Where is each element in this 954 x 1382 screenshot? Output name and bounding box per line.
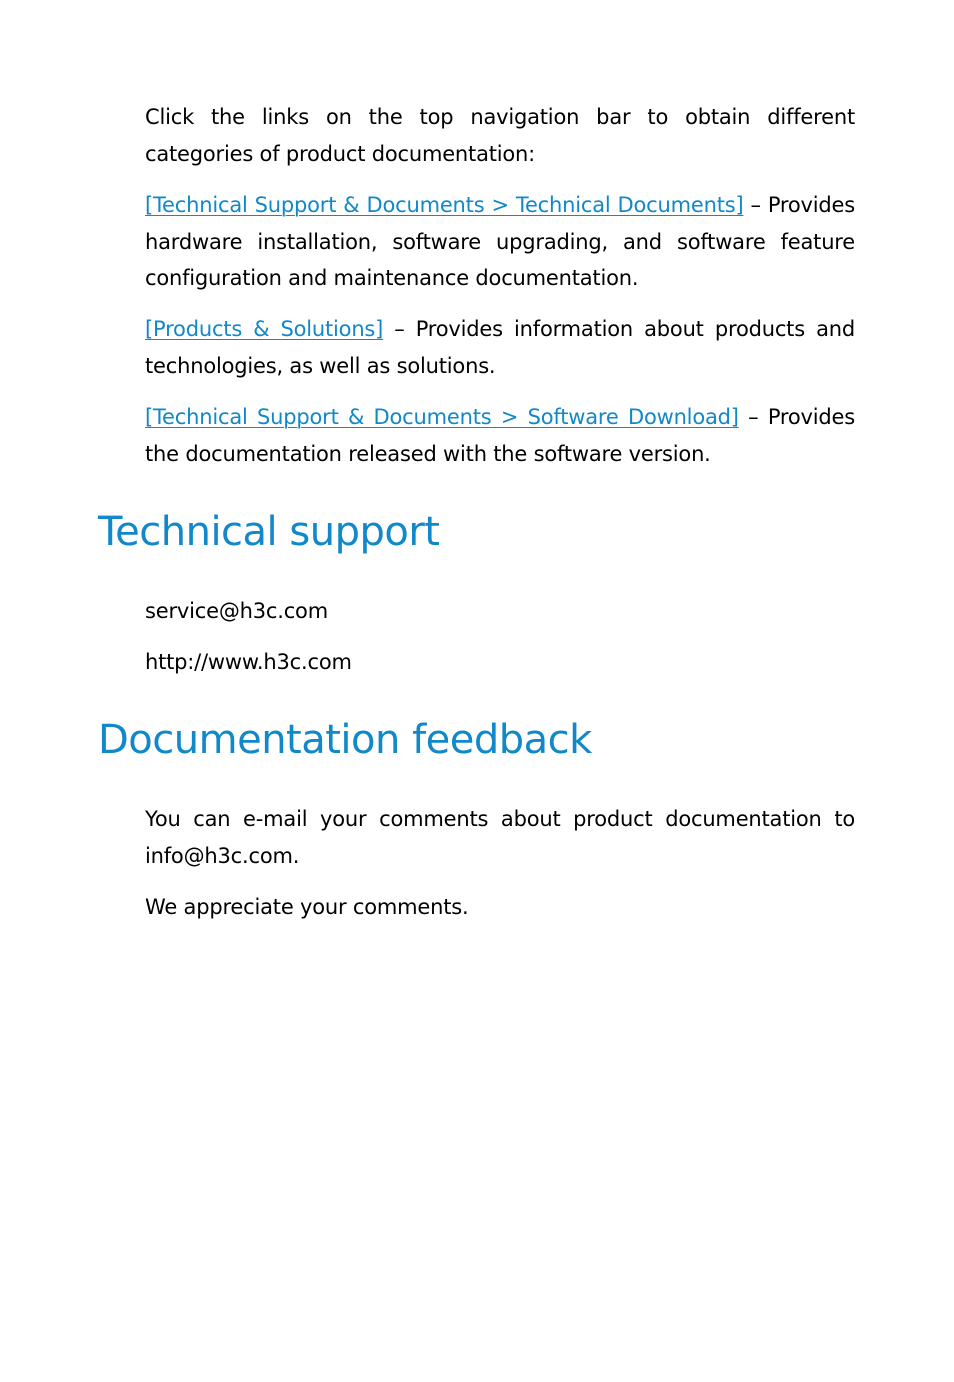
software-download-description: – Provides the documentation released with the software version. [145,405,855,466]
technical-documents-paragraph [145,187,855,297]
support-email: service@h3c.com [145,599,328,623]
feedback-comment-paragraph: You can e-mail your comments about product documentation to info@h3c.com. [145,807,855,868]
products-solutions-link[interactable]: [Products & Solutions] [145,317,384,341]
technical-documents-link[interactable]: [Technical Support & Documents > Technical Documents] [145,193,744,217]
documentation-feedback-heading: Documentation feedback [98,717,592,763]
products-solutions-paragraph [145,311,855,384]
technical-support-heading: Technical support [98,509,440,555]
intro-paragraph: Click the links on the top navigation bar to obtain different categories of product documentation: [145,105,855,166]
feedback-appreciation: We appreciate your comments. [145,895,469,919]
support-website: http://www.h3c.com [145,650,352,674]
software-download-link[interactable]: [Technical Support & Documents > Software Download] [145,405,739,429]
technical-documents-description: – Provides hardware installation, software upgrading, and software feature configuration and maintenance documentation. [145,193,855,290]
software-download-paragraph [145,399,855,472]
products-solutions-description: – Provides information about products and technologies, as well as solutions. [145,317,855,378]
